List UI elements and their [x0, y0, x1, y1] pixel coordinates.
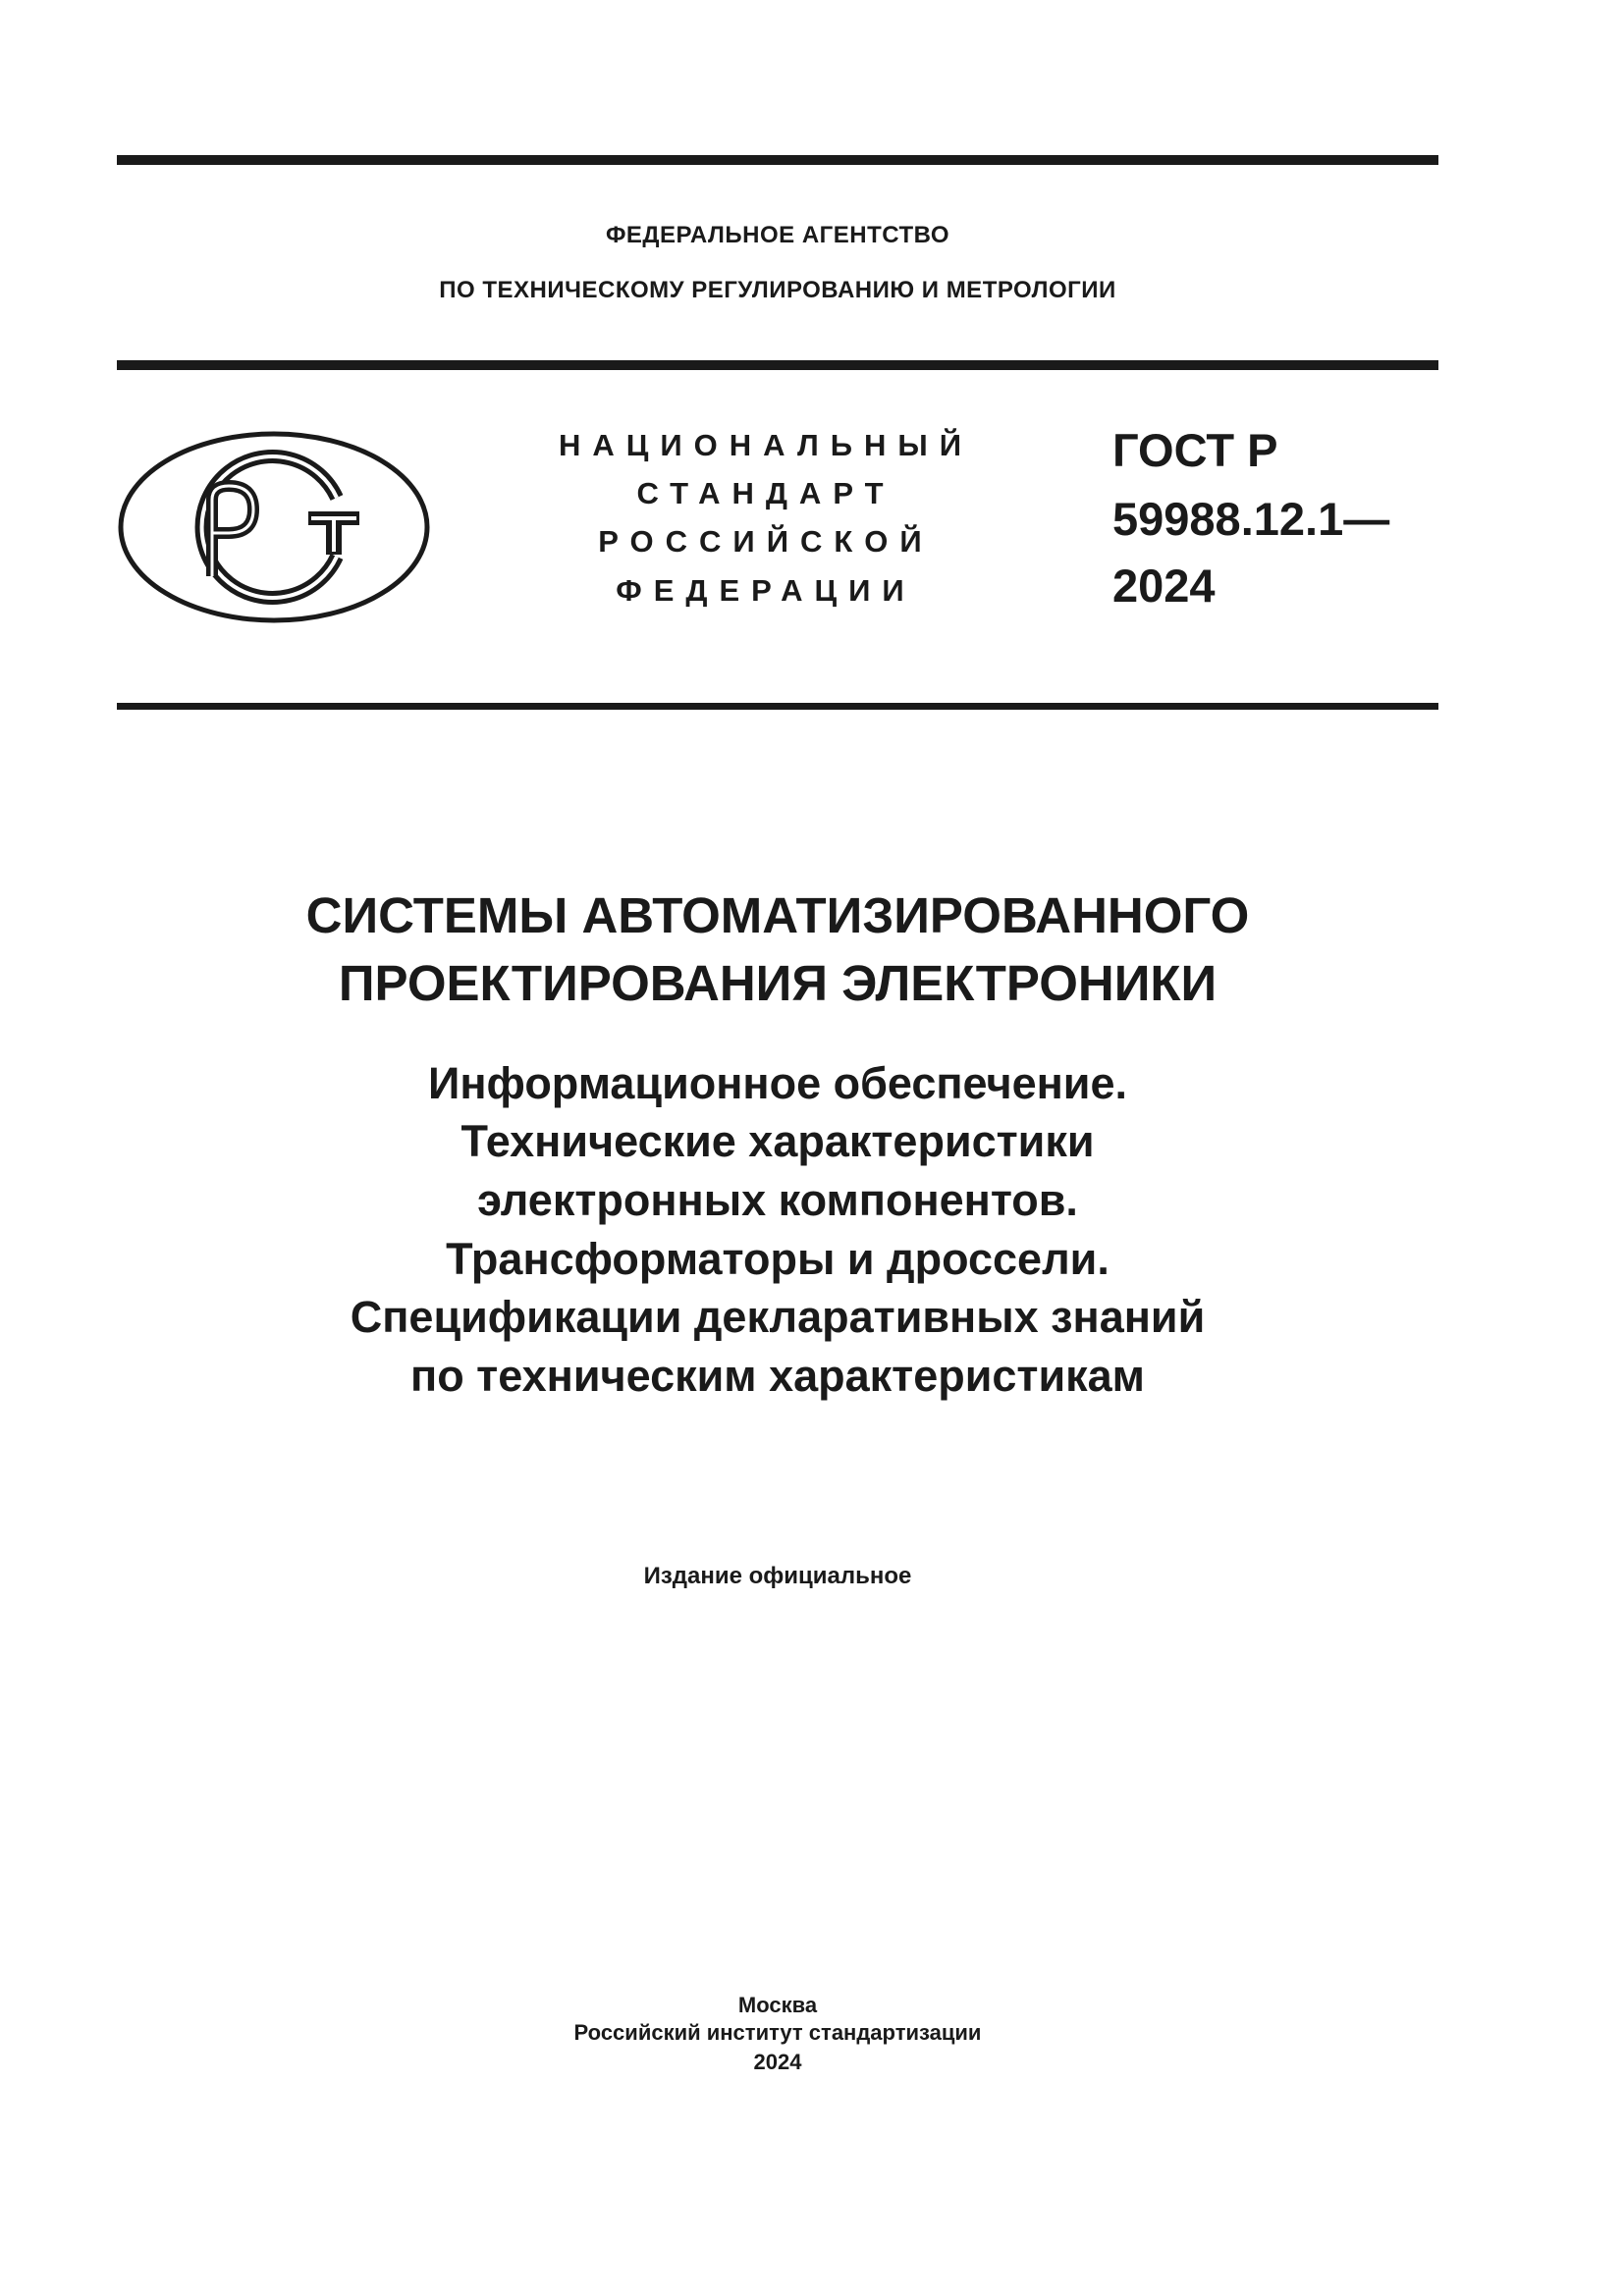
standard-type-line-2: СТАНДАРТ [636, 476, 895, 510]
document-title-line-1: СИСТЕМЫ АВТОМАТИЗИРОВАННОГО [305, 887, 1250, 943]
document-subtitle-line-3: электронных компонентов. [477, 1175, 1078, 1225]
standard-type-line-1: НАЦИОНАЛЬНЫЙ [558, 428, 974, 462]
publisher-name: Российский институт стандартизации [573, 2020, 982, 2045]
gost-designation-line-3: 2024 [1112, 560, 1216, 612]
gost-designation-line-1: ГОСТ Р [1112, 424, 1278, 476]
header-divider [117, 360, 1438, 370]
document-subtitle-line-2: Технические характеристики [460, 1116, 1095, 1166]
publication-year: 2024 [753, 2050, 802, 2074]
document-subtitle-line-1: Информационное обеспечение. [428, 1058, 1127, 1108]
document-subtitle-line-5: Спецификации декларативных знаний [350, 1292, 1206, 1342]
header-bottom-divider [117, 703, 1438, 710]
document-subtitle-line-4: Трансформаторы и дроссели. [446, 1234, 1110, 1284]
top-divider [117, 155, 1438, 165]
document-subtitle-line-6: по техническим характеристикам [410, 1351, 1145, 1401]
publisher-city: Москва [737, 1993, 818, 2017]
document-title-line-2: ПРОЕКТИРОВАНИЯ ЭЛЕКТРОНИКИ [338, 955, 1218, 1011]
edition-label: Издание официальное [643, 1563, 912, 1589]
gost-designation-line-2: 59988.12.1— [1112, 493, 1390, 545]
agency-name-line-1: ФЕДЕРАЛЬНОЕ АГЕНТСТВО [605, 222, 950, 248]
rst-certification-mark-icon [116, 429, 432, 625]
standard-type-line-3: РОССИЙСКОЙ [598, 524, 934, 559]
agency-name-line-2: ПО ТЕХНИЧЕСКОМУ РЕГУЛИРОВАНИЮ И МЕТРОЛОГИИ [439, 277, 1116, 303]
standard-type-line-4: ФЕДЕРАЦИИ [616, 573, 916, 608]
